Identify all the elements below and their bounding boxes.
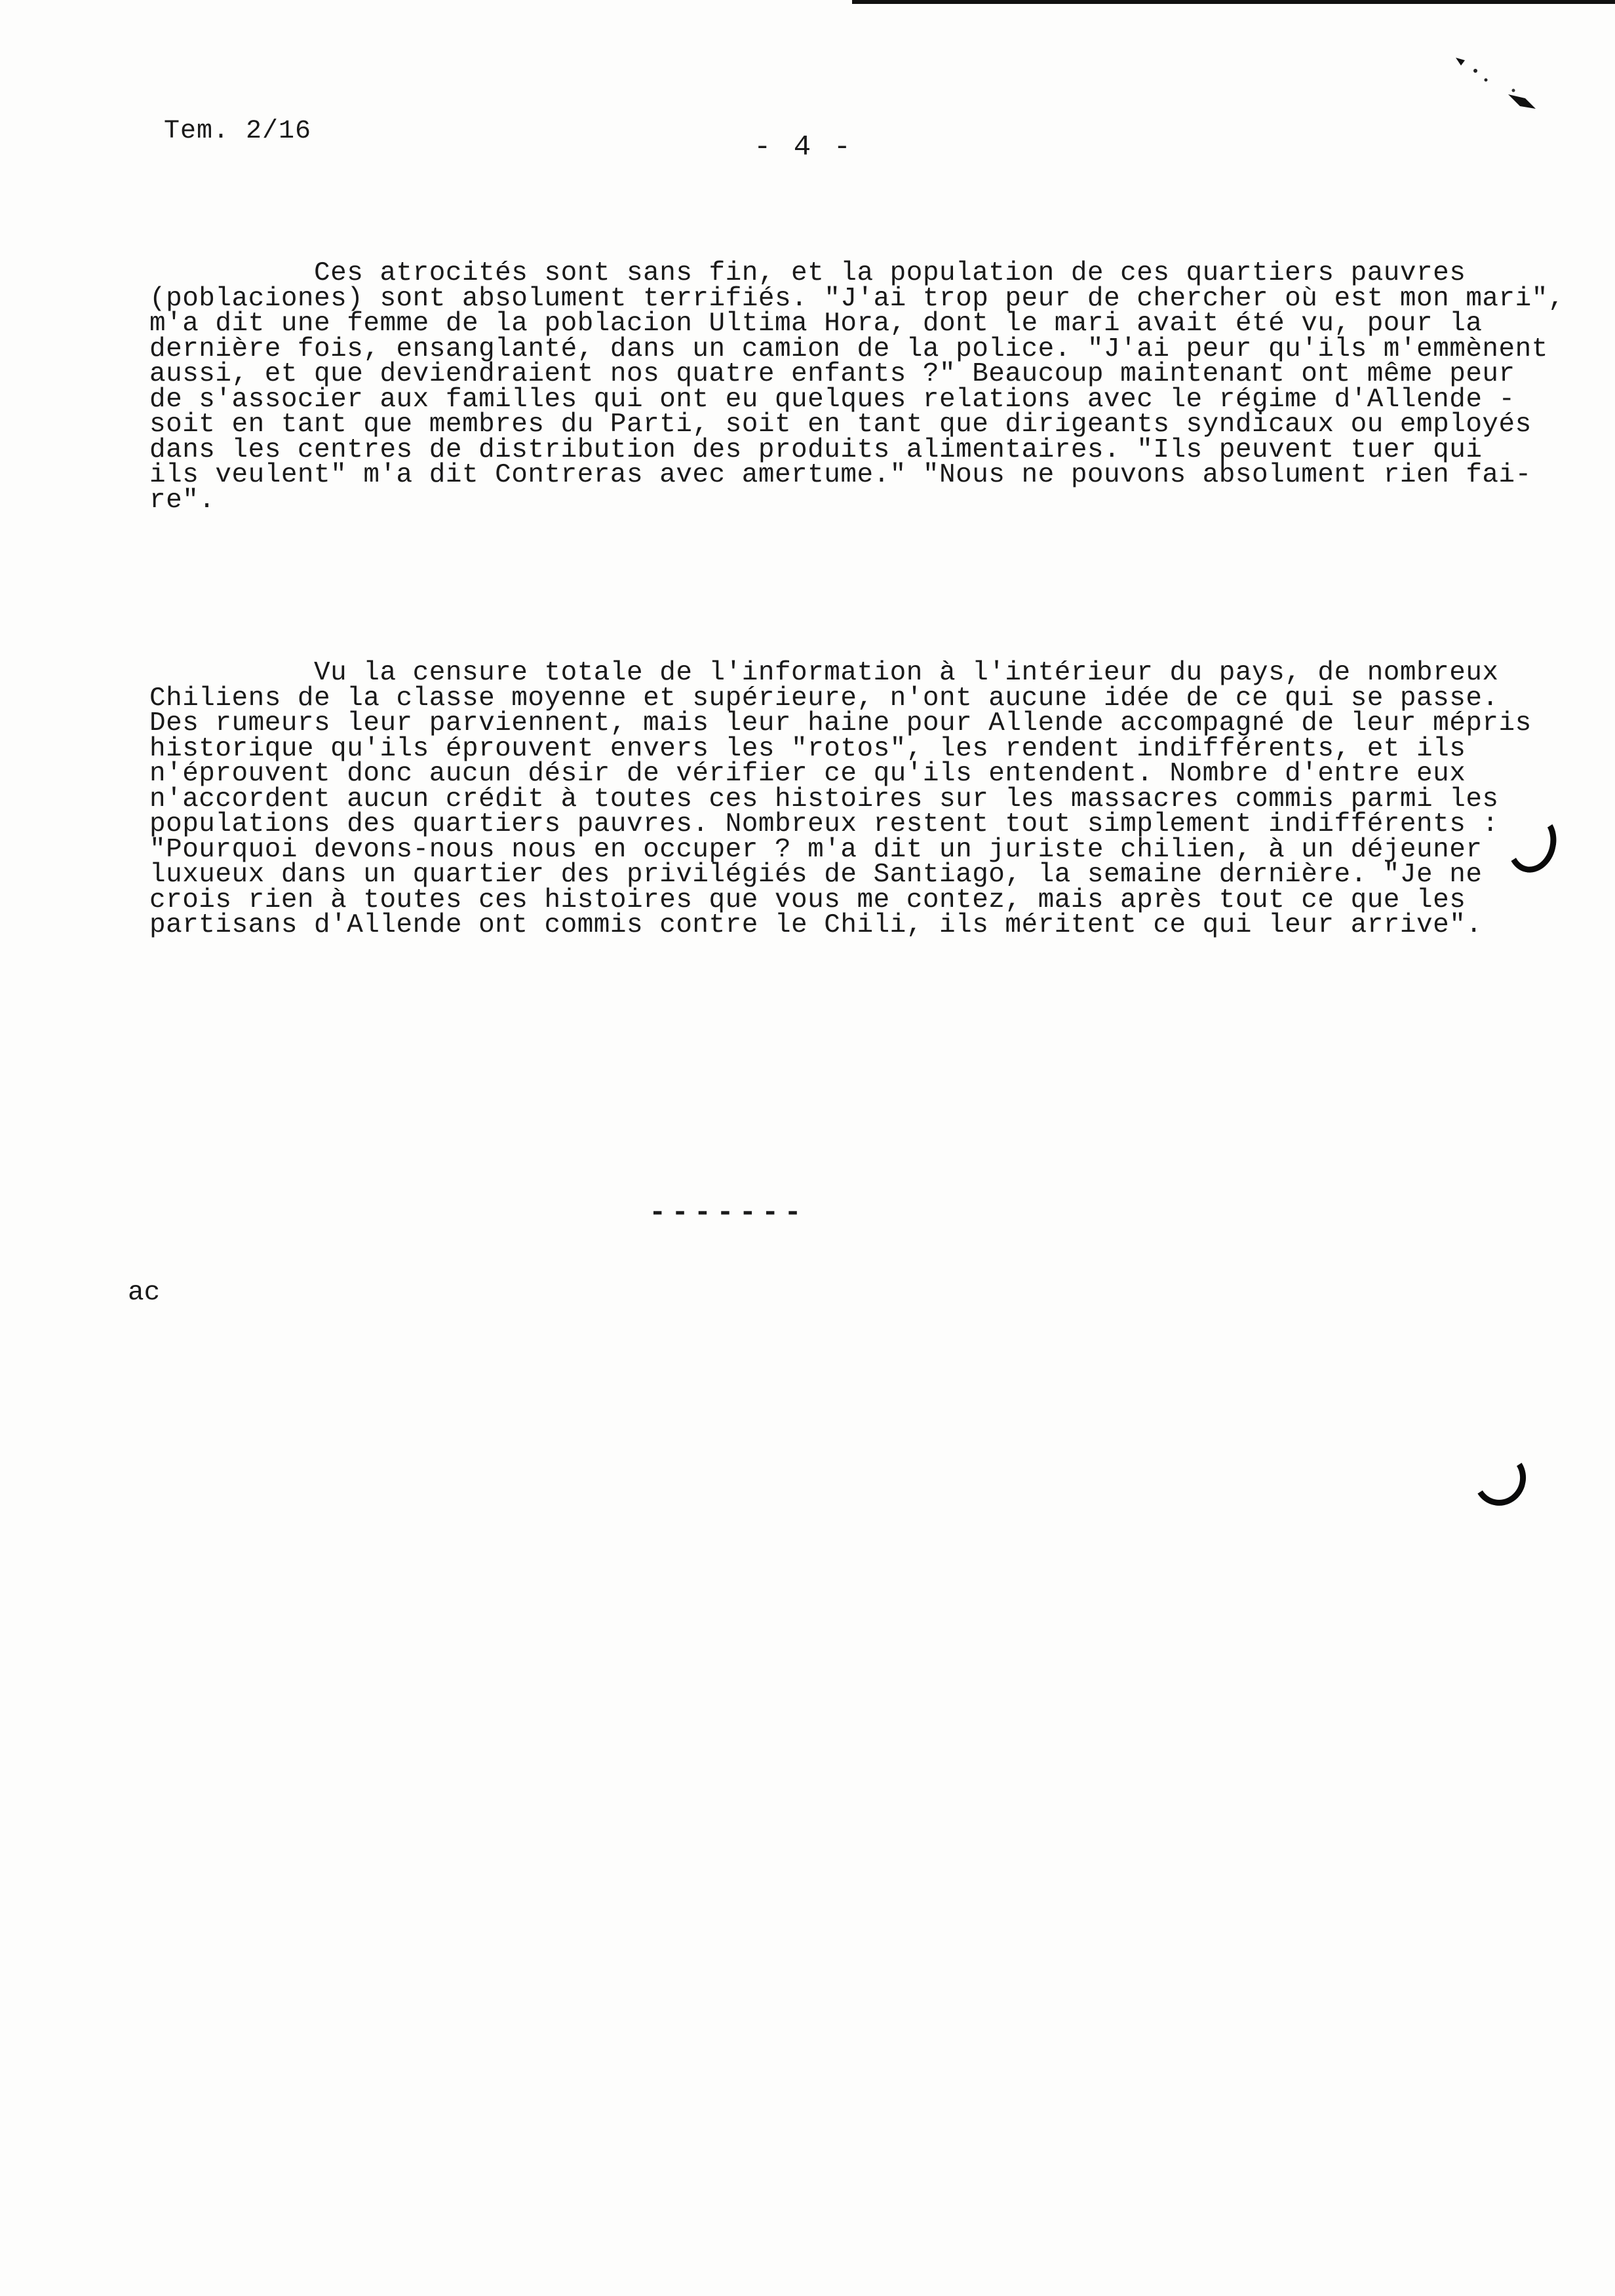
document-reference: Tem. 2/16	[164, 117, 312, 146]
text-line: Ces atrocités sont sans fin, et la population de ces quartiers pauvres	[149, 258, 1466, 288]
text-line: luxueux dans un quartier des privilégiés de Santiago, la semaine dernière. "Je ne	[149, 860, 1483, 890]
text-line: soit en tant que membres du Parti, soit en tant que dirigeants syndicaux ou employés	[149, 410, 1532, 440]
text-line: historique qu'ils éprouvent envers les "rotos", les rendent indifférents, et ils	[149, 733, 1466, 764]
text-line: Chiliens de la classe moyenne et supérieure, n'ont aucune idée de ce qui se passe.	[149, 683, 1499, 714]
text-line: n'accordent aucun crédit à toutes ces histoires sur les massacres commis parmi les	[149, 784, 1499, 814]
text-line: crois rien à toutes ces histoires que vous me contez, mais après tout ce que les	[149, 885, 1466, 915]
page-number: - 4 -	[754, 131, 854, 164]
paragraph-2	[149, 660, 1552, 938]
section-separator: -------	[649, 1196, 807, 1229]
text-line: dans les centres de distribution des produits alimentaires. "Ils peuvent tuer qui	[149, 434, 1483, 465]
ink-mark-icon	[1452, 51, 1544, 130]
text-line: de s'associer aux familles qui ont eu quelques relations avec le régime d'Allende -	[149, 384, 1515, 415]
text-line: Des rumeurs leur parviennent, mais leur haine pour Allende accompagné de leur mépris	[149, 708, 1532, 738]
text-line: (poblaciones) sont absolument terrifiés. "J'ai trop peur de chercher où est mon mari",	[149, 283, 1565, 314]
typist-initials: ac	[128, 1278, 161, 1308]
text-line: Vu la censure totale de l'information à l'intérieur du pays, de nombreux	[149, 658, 1499, 688]
text-line: "Pourquoi devons-nous nous en occuper ? m'a dit un juriste chilien, à un déjeuner	[149, 834, 1483, 865]
text-line: m'a dit une femme de la poblacion Ultima Hora, dont le mari avait été vu, pour la	[149, 309, 1483, 339]
text-line: aussi, et que deviendraient nos quatre enfants ?" Beaucoup maintenant ont même peur	[149, 359, 1515, 389]
text-line: partisans d'Allende ont commis contre le Chili, ils méritent ce qui leur arrive".	[149, 910, 1483, 940]
top-edge-rule	[852, 0, 1615, 4]
text-line: populations des quartiers pauvres. Nombreux restent tout simplement indifférents :	[149, 809, 1499, 839]
text-line: ils veulent" m'a dit Contreras avec amertume." "Nous ne pouvons absolument rien fai-	[149, 460, 1532, 490]
text-line: dernière fois, ensanglanté, dans un camion de la police. "J'ai peur qu'ils m'emmènent	[149, 334, 1548, 364]
text-line: n'éprouvent donc aucun désir de vérifier ce qu'ils entendent. Nombre d'entre eux	[149, 759, 1466, 789]
text-line: re".	[149, 485, 216, 516]
punch-hole-icon	[1468, 1446, 1531, 1511]
paragraph-1	[149, 258, 1565, 516]
